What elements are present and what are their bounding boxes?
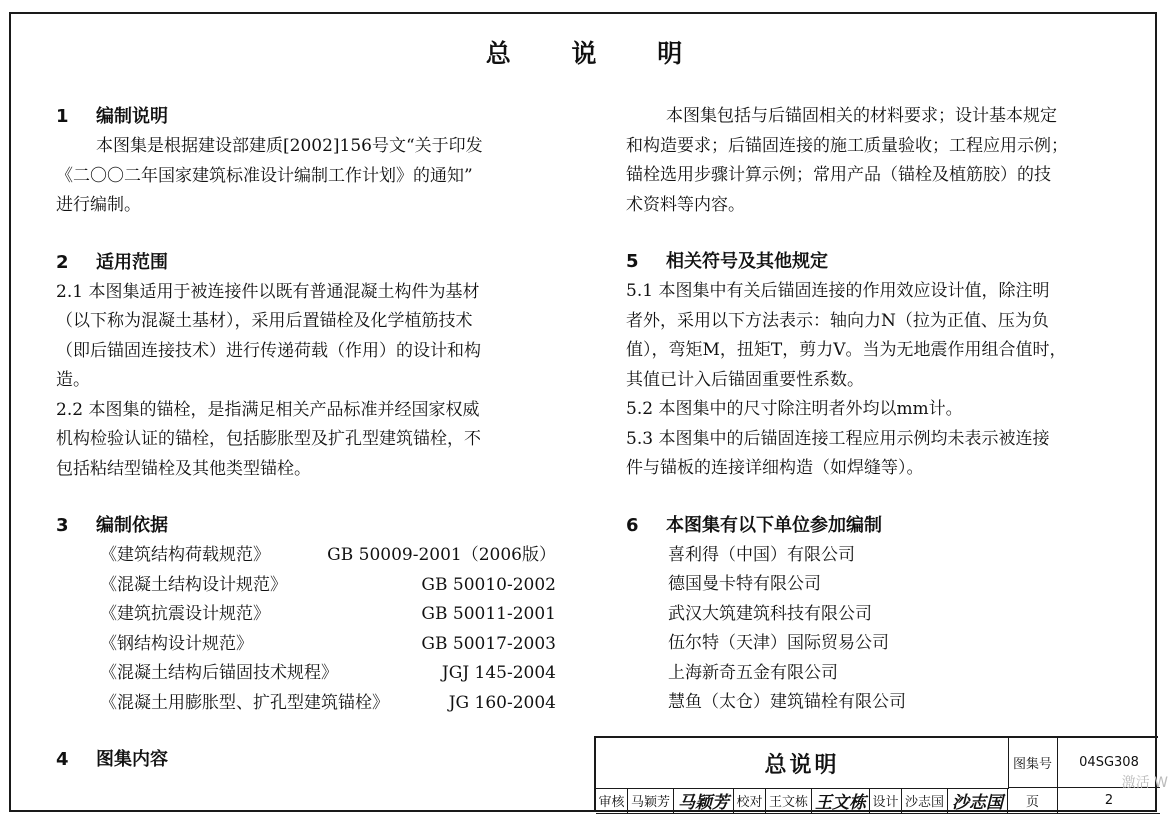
paragraph-line: 件与锚板的连接详细构造（如焊缝等）。	[626, 458, 924, 478]
organization-item: 武汉大筑建筑科技有限公司	[668, 603, 872, 624]
reference-row: 《混凝土用膨胀型、扩孔型建筑锚栓》 JG 160-2004	[100, 692, 556, 713]
check-label: 校对	[734, 788, 766, 814]
paragraph-line: 包括粘结型锚栓及其他类型锚栓。	[56, 458, 311, 479]
organization-item: 上海新奇五金有限公司	[668, 662, 838, 683]
paragraph-line: 2.1 本图集适用于被连接件以既有普通混凝土构件为基材	[56, 281, 480, 302]
organization-item: 喜利得（中国）有限公司	[668, 544, 855, 565]
designer-signature: 沙志国	[948, 788, 1008, 814]
paragraph-line: 2.2 本图集的锚栓，是指满足相关产品标准并经国家权威	[56, 399, 480, 420]
section-heading: 4 图集内容	[56, 749, 168, 770]
paragraph-line: 和构造要求；后锚固连接的施工质量验收；工程应用示例；	[626, 135, 1068, 156]
reviewer-signature: 马颖芳	[674, 788, 734, 814]
reference-row: 《混凝土结构后锚固技术规程》 JGJ 145-2004	[100, 663, 556, 683]
section-4-body	[626, 102, 1136, 220]
review-label: 审核	[596, 788, 628, 814]
section-heading: 5 相关符号及其他规定	[626, 251, 828, 272]
checker-signature: 王文栋	[812, 788, 870, 814]
reviewer-name: 马颖芳	[628, 788, 674, 814]
reference-row: 《混凝土结构设计规范》 GB 50010-2002	[100, 574, 556, 595]
section-6	[626, 511, 1136, 718]
right-column	[626, 102, 1136, 745]
section-heading: 6 本图集有以下单位参加编制	[626, 514, 882, 536]
design-label: 设计	[870, 788, 902, 814]
reference-row: 《建筑抗震设计规范》 GB 50011-2001	[100, 604, 556, 624]
paragraph-line: 5.1 本图集中有关后锚固连接的作用效应设计值，除注明	[626, 281, 1050, 301]
paragraph-line: 锚栓选用步骤计算示例；常用产品（锚栓及植筋胶）的技	[626, 165, 1051, 185]
paragraph-line: （以下称为混凝土基材），采用后置锚栓及化学植筋技术	[56, 311, 473, 331]
paragraph-line: 术资料等内容。	[626, 194, 745, 215]
paragraph-line: （即后锚固连接技术）进行传递荷载（作用）的设计和构	[56, 340, 481, 361]
atlas-number: 04SG308	[1058, 738, 1160, 788]
drawing-name: 总说明	[596, 738, 1009, 789]
title-block	[594, 736, 1158, 812]
section-1	[56, 102, 556, 221]
paragraph-line: 《二〇〇二年国家建筑标准设计编制工作计划》的通知”	[56, 165, 473, 186]
paragraph-line: 机构检验认证的锚栓，包括膨胀型及扩孔型建筑锚栓，不	[56, 429, 481, 449]
reference-row: 《建筑结构荷载规范》 GB 50009-2001（2006版）	[100, 545, 556, 565]
paragraph-line: 进行编制。	[56, 195, 141, 215]
watermark-text: 激活 W	[1121, 775, 1168, 791]
section-5	[626, 247, 1136, 484]
organization-item: 德国曼卡特有限公司	[668, 574, 821, 594]
page-title: 总 说 明	[485, 39, 709, 68]
section-heading: 2 适用范围	[56, 251, 168, 273]
atlas-label: 图集号	[1008, 738, 1058, 788]
paragraph-line: 其值已计入后锚固重要性系数。	[626, 369, 864, 390]
paragraph-line: 值），弯矩M，扭矩T，剪力V。当为无地震作用组合值时，	[626, 340, 1067, 360]
page-number: 2	[1058, 788, 1160, 814]
designer-name: 沙志国	[902, 788, 948, 814]
paragraph-line: 本图集包括与后锚固相关的材料要求；设计基本规定	[666, 106, 1057, 126]
checker-name: 王文栋	[766, 788, 812, 814]
section-heading: 3 编制依据	[56, 515, 168, 536]
section-3	[56, 511, 556, 718]
page-label: 页	[1008, 788, 1058, 814]
paragraph-line: 造。	[56, 370, 90, 390]
reference-row: 《钢结构设计规范》 GB 50017-2003	[100, 633, 556, 654]
paragraph-line: 5.3 本图集中的后锚固连接工程应用示例均未表示被连接	[626, 428, 1050, 449]
left-column	[56, 102, 556, 802]
paragraph-line: 者外，采用以下方法表示：轴向力N（拉为正值、压为负	[626, 310, 1049, 331]
paragraph-line: 5.2 本图集中的尺寸除注明者外均以mm计。	[626, 399, 963, 419]
organization-item: 伍尔特（天津）国际贸易公司	[668, 633, 889, 653]
section-4-heading-block	[56, 745, 556, 775]
section-heading: 1 编制说明	[56, 106, 168, 127]
section-2	[56, 248, 556, 485]
paragraph-line: 本图集是根据建设部建质[2002]156号文“关于印发	[96, 136, 483, 156]
organization-item: 慧鱼（太仓）建筑锚栓有限公司	[668, 692, 906, 712]
